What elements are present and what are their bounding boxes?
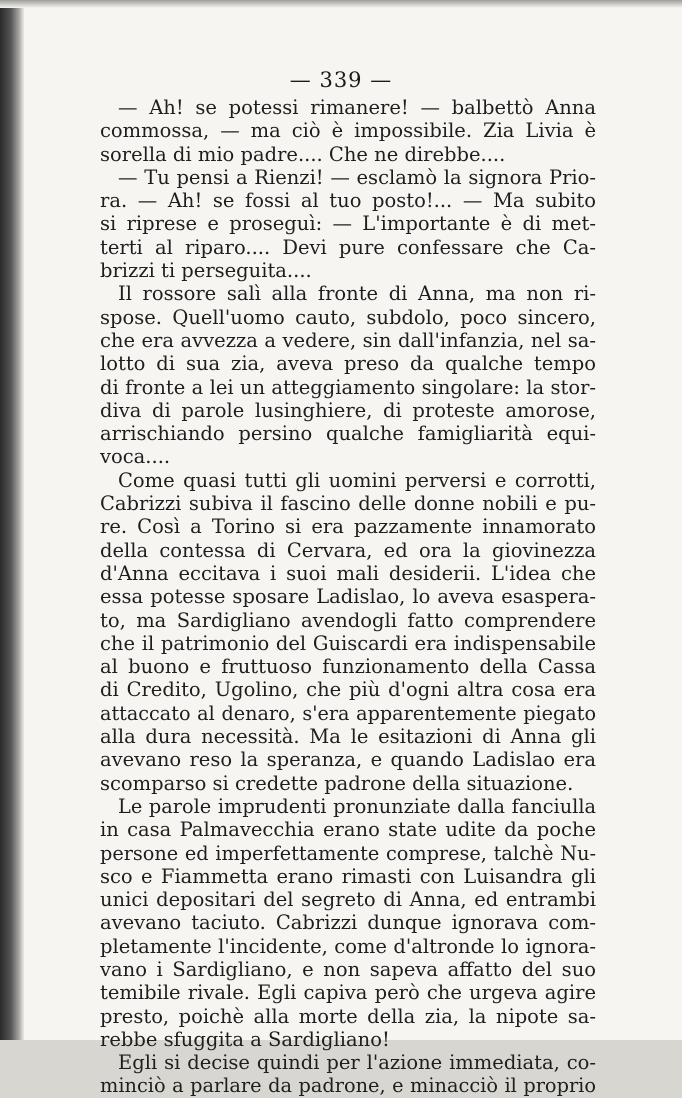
page-number: — 339 — [289,68,393,92]
text-line: — Tu pensi a Rienzi! — esclamò la signora Prio- [118,165,596,189]
text-line: to, ma Sardigliano avendogli fatto comprendere [100,608,596,632]
text-line: in casa Palmavecchia erano state udite da poche [100,818,596,842]
text-line: della contessa di Cervara, ed ora la giovinezza [100,538,596,562]
text-line: brizzi ti perseguita.... [100,259,312,283]
text-line: di Credito, Ugolino, che più d'ogni altra cosa era [100,678,596,702]
text-line: pletamente l'incidente, come d'altronde lo ignora- [100,934,596,958]
text-line: — Ah! se potessi rimanere! — balbettò Anna [118,96,596,119]
text-line: sorella di mio padre.... Che ne direbbe.... [100,142,506,166]
text-line: Egli si decise quindi per l'azione immediata, co- [118,1051,596,1075]
text-line: lotto di sua zia, aveva preso da qualche tempo [100,352,596,376]
text-line: persone ed imperfettamente comprese, talchè Nu- [100,841,596,865]
text-line: vano i Sardigliano, e non sapeva affatto del suo [100,957,596,981]
text-line: avevano taciuto. Cabrizzi dunque ignorava com- [100,911,596,935]
text-line: alla dura necessità. Ma le esitazioni di Anna gli [100,725,596,749]
text-line: attaccato al denaro, s'era apparentemente piegato [100,701,596,725]
text-line: voca.... [100,445,171,469]
text-line: terti al riparo.... Devi pure confessare che Ca- [100,235,596,259]
text-line: re. Così a Torino si era pazzamente innamorato [100,515,596,539]
text-line: minciò a parlare da padrone, e minacciò il proprio [100,1074,596,1098]
text-line: d'Anna eccitava i suoi mali desiderii. L'idea che [100,561,596,585]
text-line: Le parole imprudenti pronunziate dalla fanciulla [118,794,596,818]
book-spine-shadow [0,0,24,1040]
page-top-edge [0,0,682,8]
text-line: arrischiando persino qualche famigliarità equi- [100,422,596,446]
text-line: diva di parole lusinghiere, di proteste amorose, [100,398,596,422]
text-line: scomparso si credette padrone della situazione. [100,771,574,795]
text-line: Il rossore salì alla fronte di Anna, ma non ri- [118,282,596,306]
text-line: si riprese e proseguì: — L'importante è di met- [100,212,596,236]
text-line: spose. Quell'uomo cauto, subdolo, poco sincero, [100,305,596,329]
text-line: Cabrizzi subiva il fascino delle donne nobili e pu- [100,492,596,516]
text-line: che era avvezza a vedere, sin dall'infanzia, nel sa- [100,328,596,352]
text-line: temibile rivale. Egli capiva però che urgeva agire [100,981,596,1005]
text-line: di fronte a lei un atteggiamento singolare: la stor- [100,375,596,399]
body-text [100,96,596,1098]
text-line: unici depositari del segreto di Anna, ed entrambi [100,888,596,912]
text-line: presto, poichè alla morte della zia, la nipote sa- [100,1004,596,1028]
text-line: sco e Fiammetta erano rimasti con Luisandra gli [100,864,596,888]
text-line: avevano reso la speranza, e quando Ladislao era [100,748,596,772]
text-line: rebbe sfuggita a Sardigliano! [100,1027,390,1051]
text-line: Come quasi tutti gli uomini perversi e corrotti, [118,468,596,492]
text-line: che il patrimonio del Guiscardi era indispensabile [100,631,596,655]
text-line: essa potesse sposare Ladislao, lo aveva esaspera- [100,585,596,609]
text-line: ra. — Ah! se fossi al tuo posto!... — Ma subito [100,189,596,213]
text-line: al buono e fruttuoso funzionamento della Cassa [100,655,596,679]
text-line: commossa, — ma ciò è impossibile. Zia Livia è [100,119,596,143]
